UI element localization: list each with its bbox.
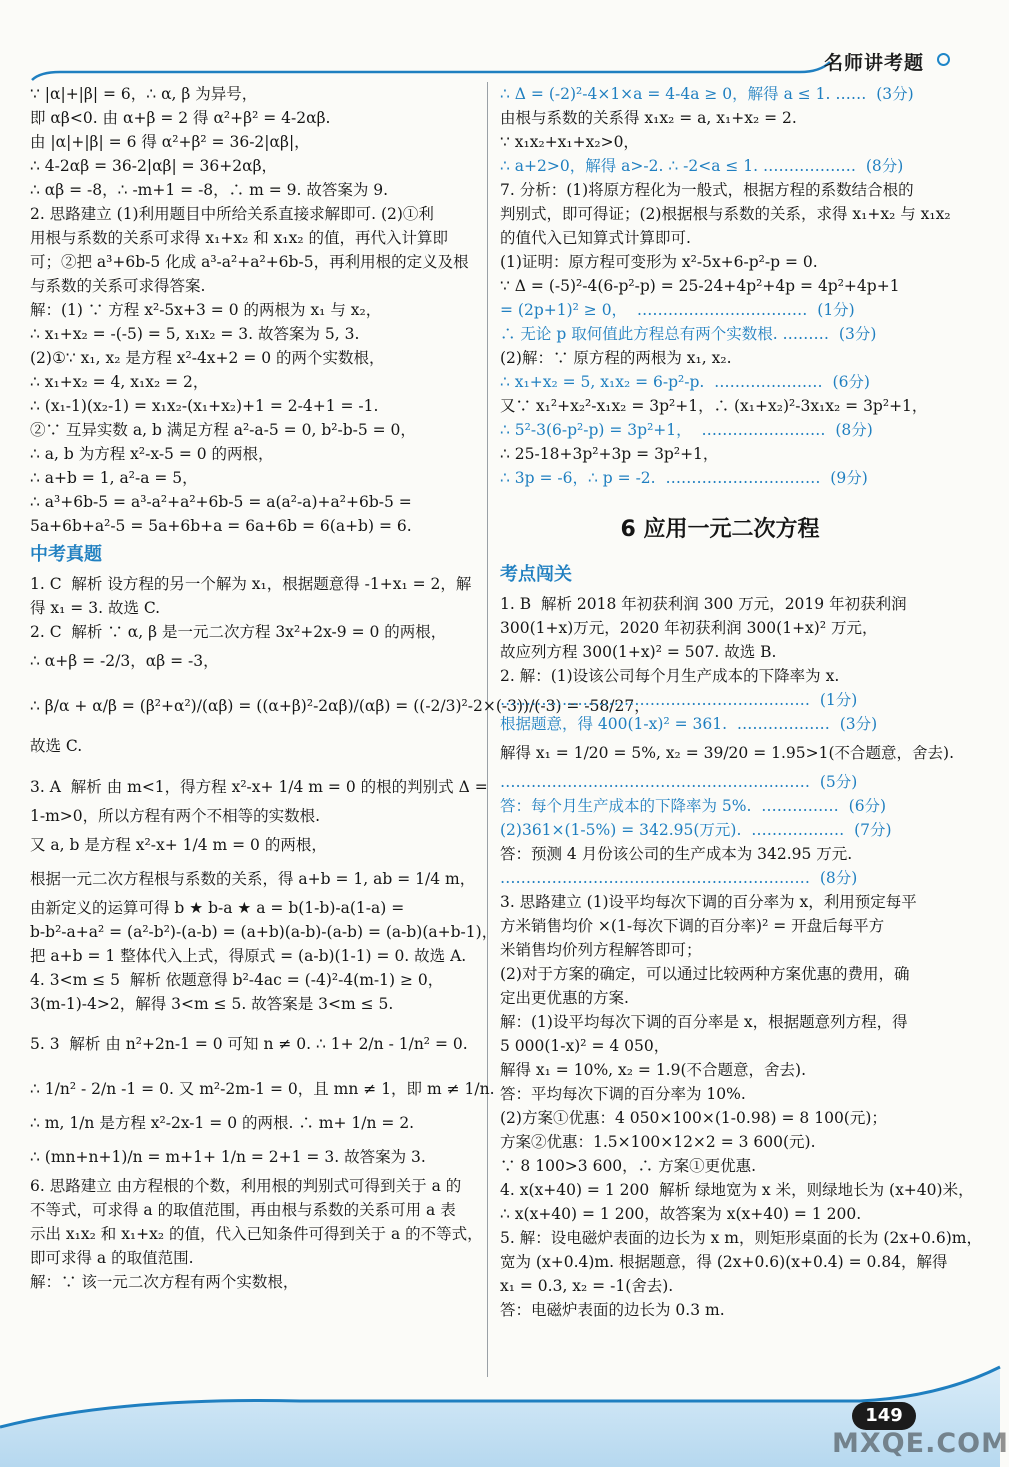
text-line: ∵ Δ = (-5)²-4(6-p²-p) = 25-24+4p²+4p = 4p²+4p+1 bbox=[500, 277, 900, 295]
text-line: …………………………………………………… (8分) bbox=[500, 869, 858, 887]
section-heading: 考点闯关 bbox=[500, 564, 572, 585]
text-line: 不等式，可求得 a 的取值范围，再由根与系数的关系可用 a 表 bbox=[30, 1201, 456, 1219]
text-line: (2)解：∵ 原方程的两根为 x₁, x₂. bbox=[500, 349, 732, 367]
text-line: 解：∵ 该一元二次方程有两个实数根， bbox=[30, 1273, 299, 1291]
text-line: 即 αβ<0. 由 α+β = 2 得 α²+β² = 4-2αβ. bbox=[30, 109, 331, 127]
text-line: 宽为 (x+0.4)m. 根据题意，得 (2x+0.6)(x+0.4) = 0.84，解得 bbox=[500, 1253, 948, 1271]
text-line: 1-m>0，所以方程有两个不相等的实数根. bbox=[30, 807, 321, 825]
text-line: (2)对于方案的确定，可以通过比较两种方案优惠的费用，确 bbox=[500, 965, 910, 983]
text-line: 米销售均价列方程解答即可； bbox=[500, 941, 702, 959]
text-line: 2. 解：(1)设该公司每个月生产成本的下降率为 x. bbox=[500, 667, 840, 685]
text-line: 与系数的关系可求得答案. bbox=[30, 277, 206, 295]
text-line: ∴ x₁+x₂ = 5, x₁x₂ = 6-p²-p. ………………… (6分) bbox=[500, 373, 870, 391]
text-line: 答：电磁炉表面的边长为 0.3 m. bbox=[500, 1301, 725, 1319]
text-line: ∴ 5²-3(6-p²-p) = 3p²+1， …………………… (8分) bbox=[500, 421, 873, 439]
text-line: ∴ x(x+40) = 1 200，故答案为 x(x+40) = 1 200. bbox=[500, 1205, 862, 1223]
text-line: ∴ a+2>0，解得 a>-2. ∴ -2<a ≤ 1. ……………… (8分) bbox=[500, 157, 904, 175]
text-line: 根据题意，得 400(1-x)² = 361. ……………… (3分) bbox=[500, 715, 878, 733]
page-header-title: 名师讲考题 bbox=[823, 52, 924, 74]
text-line: 3(m-1)-4>2，解得 3<m ≤ 5. 故答案是 3<m ≤ 5. bbox=[30, 995, 394, 1013]
text-line: (2)①∵ x₁, x₂ 是方程 x²-4x+2 = 0 的两个实数根， bbox=[30, 349, 385, 367]
text-line: ②∵ 互异实数 a, b 满足方程 a²-a-5 = 0, b²-b-5 = 0， bbox=[30, 421, 416, 439]
text-line: ∵ 8 100>3 600，∴ 方案①更优惠. bbox=[500, 1157, 757, 1175]
spacer bbox=[500, 490, 940, 502]
text-line: 故选 C. bbox=[30, 737, 83, 755]
text-line: 判别式，即可得证；(2)根据根与系数的关系，求得 x₁+x₂ 与 x₁x₂ bbox=[500, 205, 951, 223]
text-line: 2. 思路建立 (1)利用题目中所给关系直接求解即可. (2)①利 bbox=[30, 205, 434, 223]
text-line: 故应列方程 300(1+x)² = 507. 故选 B. bbox=[500, 643, 777, 661]
text-line: 2. C 解析 ∵ α, β 是一元二次方程 3x²+2x-9 = 0 的两根， bbox=[30, 623, 447, 641]
text-line: ∴ a, b 为方程 x²-x-5 = 0 的两根， bbox=[30, 445, 274, 463]
text-line: 3. 思路建立 (1)设平均每次下调的百分率为 x，利用预定每平 bbox=[500, 893, 917, 911]
text-line: ∴ 3p = -6，∴ p = -2. ………………………… (9分) bbox=[500, 469, 868, 487]
text-line: 又 a, b 是方程 x²-x+ 1/4 m = 0 的两根， bbox=[30, 836, 327, 854]
text-line: (2)361×(1-5%) = 342.95(万元). ……………… (7分) bbox=[500, 821, 892, 839]
text-line: ∴ 无论 p 取何值此方程总有两个实数根. ……… (3分) bbox=[500, 325, 877, 343]
text-line: b-b²-a+a² = (a²-b²)-(a-b) = (a+b)(a-b)-(a-b) = (a-b)(a+b-1)， bbox=[30, 923, 498, 941]
text-line: 答：平均每次下调的百分率为 10%. bbox=[500, 1085, 746, 1103]
page-number: 149 bbox=[852, 1402, 916, 1430]
text-line: 解得 x₁ = 10%, x₂ = 1.9(不合题意，舍去). bbox=[500, 1061, 806, 1079]
text-line: ∵ |α|+|β| = 6，∴ α, β 为异号， bbox=[30, 85, 258, 103]
text-line: 把 a+b = 1 整体代入上式，得原式 = (a-b)(1-1) = 0. 故选 A. bbox=[30, 947, 467, 965]
text-line: 3. A 解析 由 m<1，得方程 x²-x+ 1/4 m = 0 的根的判别式 Δ = bbox=[30, 778, 488, 796]
text-line: ∴ 25-18+3p²+3p = 3p²+1， bbox=[500, 445, 719, 463]
chapter-title: 6 应用一元二次方程 bbox=[620, 517, 820, 542]
text-line: ∴ m, 1/n 是方程 x²-2x-1 = 0 的两根. ∴ m+ 1/n = 2. bbox=[30, 1114, 415, 1132]
text-line: ∵ x₁x₂+x₁+x₂>0， bbox=[500, 133, 639, 151]
text-line: 由新定义的运算可得 b ★ b-a ★ a = b(1-b)-a(1-a) = bbox=[30, 899, 405, 917]
text-line: (2)方案①优惠：4 050×100×(1-0.98) = 8 100(元)； bbox=[500, 1109, 887, 1127]
header-rule bbox=[0, 0, 1000, 90]
formula-line: ∴ β/α + α/β = (β²+α²)/(αβ) = ((α+β)²-2αβ)/(αβ) = ((-2/3)²-2×(-3))/(-3) = -58/27， bbox=[30, 697, 650, 715]
text-line: 解：(1)设平均每次下调的百分率是 x，根据题意列方程，得 bbox=[500, 1013, 908, 1031]
text-line: 5. 解：设电磁炉表面的边长为 x m，则矩形桌面的长为 (2x+0.6)m， bbox=[500, 1229, 982, 1247]
text-line: 得 x₁ = 3. 故选 C. bbox=[30, 599, 161, 617]
text-line: 7. 分析：(1)将原方程化为一般式，根据方程的系数结合根的 bbox=[500, 181, 914, 199]
text-line: 1. B 解析 2018 年初获利润 300 万元，2019 年初获利润 bbox=[500, 595, 907, 613]
section-heading: 中考真题 bbox=[30, 544, 102, 565]
text-line: 300(1+x)万元，2020 年初获利润 300(1+x)² 万元， bbox=[500, 619, 878, 637]
text-line: ∴ (x₁-1)(x₂-1) = x₁x₂-(x₁+x₂)+1 = 2-4+1 = -1. bbox=[30, 397, 379, 415]
text-line: 5a+6b+a²-5 = 5a+6b+a = 6a+6b = 6(a+b) = 6. bbox=[30, 517, 412, 535]
text-line: 根据一元二次方程根与系数的关系，得 a+b = 1, ab = 1/4 m， bbox=[30, 870, 476, 888]
text-line: 4. x(x+40) = 1 200 解析 绿地宽为 x 米，则绿地长为 (x+40)米， bbox=[500, 1181, 974, 1199]
text-line: 5. 3 解析 由 n²+2n-1 = 0 可知 n ≠ 0. ∴ 1+ 2/n - 1/n² = 0. bbox=[30, 1035, 468, 1053]
text-line: = (2p+1)² ≥ 0， …………………………… (1分) bbox=[500, 301, 855, 319]
column-divider bbox=[487, 82, 488, 1377]
text-line: 方案②优惠：1.5×100×12×2 = 3 600(元). bbox=[500, 1133, 816, 1151]
text-line: 解：(1) ∵ 方程 x²-5x+3 = 0 的两根为 x₁ 与 x₂， bbox=[30, 301, 382, 319]
text-line: 示出 x₁x₂ 和 x₁+x₂ 的值，代入已知条件可得到关于 a 的不等式， bbox=[30, 1225, 483, 1243]
text-line: 5 000(1-x)² = 4 050， bbox=[500, 1037, 670, 1055]
text-line: 答：预测 4 月份该公司的生产成本为 342.95 万元. bbox=[500, 845, 853, 863]
text-line: 解得 x₁ = 1/20 = 5%, x₂ = 39/20 = 1.95>1(不合题意，舍去). bbox=[500, 744, 955, 762]
text-line: ∴ Δ = (-2)²-4×1×a = 4-4a ≥ 0，解得 a ≤ 1. …… (3分) bbox=[500, 85, 914, 103]
text-line: …………………………………………………… (1分) bbox=[500, 691, 858, 709]
text-line: 用根与系数的关系可求得 x₁+x₂ 和 x₁x₂ 的值，再代入计算即 bbox=[30, 229, 449, 247]
text-line: ∴ (mn+n+1)/n = m+1+ 1/n = 2+1 = 3. 故答案为 3. bbox=[30, 1148, 426, 1166]
header-circle-icon bbox=[937, 53, 950, 66]
text-line: 的值代入已知算式计算即可. bbox=[500, 229, 691, 247]
text-line: 又∵ x₁²+x₂²-x₁x₂ = 3p²+1，∴ (x₁+x₂)²-3x₁x₂ = 3p²+1， bbox=[500, 397, 928, 415]
right-column bbox=[500, 82, 982, 1322]
text-line: …………………………………………………… (5分) bbox=[500, 773, 858, 791]
text-line: 方米销售均价 ×(1-每次下调的百分率)² = 开盘后每平方 bbox=[500, 917, 885, 935]
text-line: 6. 思路建立 由方程根的个数，利用根的判别式可得到关于 a 的 bbox=[30, 1177, 462, 1195]
text-line: 即可求得 a 的取值范围. bbox=[30, 1249, 194, 1267]
text-line: ∴ αβ = -8，∴ -m+1 = -8，∴ m = 9. 故答案为 9. bbox=[30, 181, 389, 199]
text-line: ∴ x₁+x₂ = -(-5) = 5, x₁x₂ = 3. 故答案为 5, 3. bbox=[30, 325, 360, 343]
text-line: ∴ 1/n² - 2/n -1 = 0. 又 m²-2m-1 = 0，且 mn ≠ 1，即 m ≠ 1/n. bbox=[30, 1080, 495, 1098]
text-line: 4. 3<m ≤ 5 解析 依题意得 b²-4ac = (-4)²-4(m-1) ≥ 0， bbox=[30, 971, 444, 989]
text-line: ∴ α+β = -2/3，αβ = -3， bbox=[30, 652, 219, 670]
text-line: 由 |α|+|β| = 6 得 α²+β² = 36-2|αβ|， bbox=[30, 133, 310, 151]
text-line: 定出更优惠的方案. bbox=[500, 989, 629, 1007]
watermark: MXQE.COM bbox=[832, 1428, 1009, 1459]
text-line: ∴ a+b = 1, a²-a = 5， bbox=[30, 469, 198, 487]
text-line: x₁ = 0.3, x₂ = -1(舍去). bbox=[500, 1277, 674, 1295]
text-line: ∴ 4-2αβ = 36-2|αβ| = 36+2αβ， bbox=[30, 157, 278, 175]
text-line: 由根与系数的关系得 x₁x₂ = a, x₁+x₂ = 2. bbox=[500, 109, 797, 127]
text-line: 1. C 解析 设方程的另一个解为 x₁，根据题意得 -1+x₁ = 2，解 bbox=[30, 575, 472, 593]
text-line: 答：每个月生产成本的下降率为 5%. …………… (6分) bbox=[500, 797, 887, 815]
text-line: (1)证明：原方程可变形为 x²-5x+6-p²-p = 0. bbox=[500, 253, 818, 271]
spacer bbox=[30, 758, 472, 770]
text-line: ∴ a³+6b-5 = a³-a²+a²+6b-5 = a(a²-a)+a²+6b-5 = bbox=[30, 493, 412, 511]
text-line: ∴ x₁+x₂ = 4, x₁x₂ = 2， bbox=[30, 373, 209, 391]
text-line: 可；②把 a³+6b-5 化成 a³-a²+a²+6b-5，再利用根的定义及根 bbox=[30, 253, 469, 271]
